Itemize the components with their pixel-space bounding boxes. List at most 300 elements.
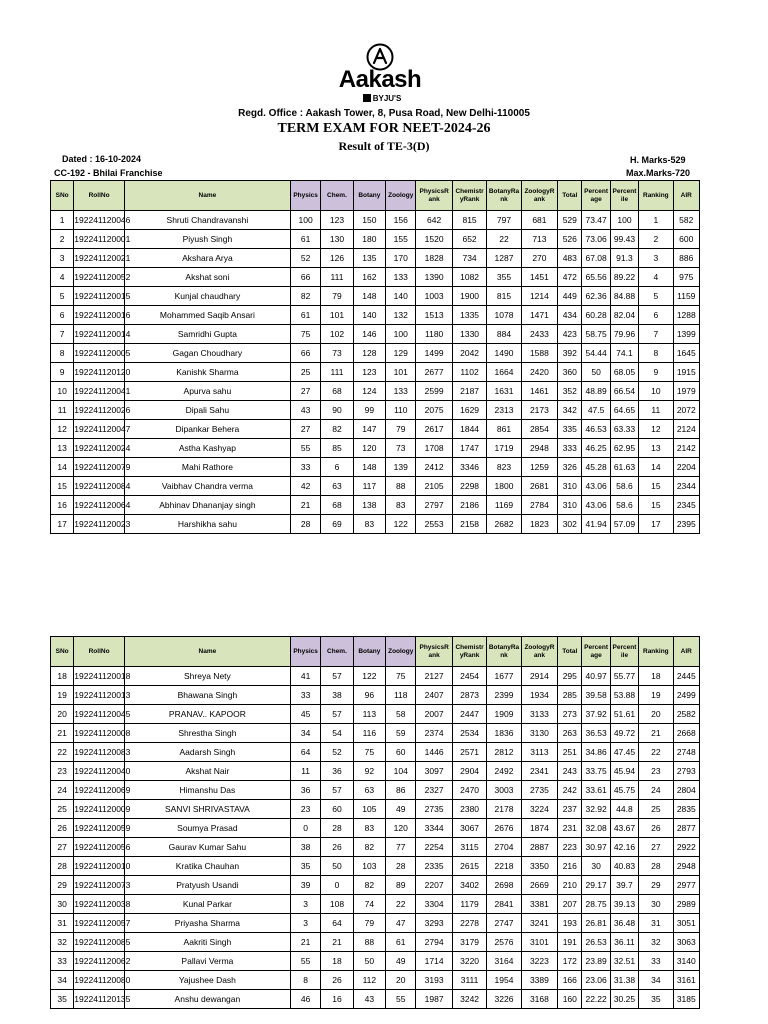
- cell-sno: 30: [51, 895, 74, 914]
- column-header-name: Name: [124, 181, 290, 211]
- cell-air: 2835: [673, 800, 699, 819]
- table-row: [51, 705, 700, 724]
- cell-roll-no: 192241120046: [74, 211, 125, 230]
- cell-botany-rank: 1287: [487, 249, 521, 268]
- cell-percentage: 30.97: [582, 838, 610, 857]
- cell-sno: 14: [51, 458, 74, 477]
- cell-zoology-rank: 1874: [521, 819, 557, 838]
- cell-zoology-rank: 2341: [521, 762, 557, 781]
- cell-total: 166: [558, 971, 582, 990]
- cell-botany: 82: [353, 838, 385, 857]
- cell-name: Aadarsh Singh: [124, 743, 290, 762]
- cell-chemistry-rank: 1844: [452, 420, 486, 439]
- table-row: [51, 363, 700, 382]
- cell-physics: 66: [290, 268, 320, 287]
- cell-roll-no: 192241120064: [74, 496, 125, 515]
- cell-botany-rank: 1169: [487, 496, 521, 515]
- cell-zoology-rank: 3224: [521, 800, 557, 819]
- cell-botany-rank: 1677: [487, 667, 521, 686]
- cell-name: Abhinav Dhananjay singh: [124, 496, 290, 515]
- cell-roll-no: 192241120016: [74, 306, 125, 325]
- cell-percentage: 29.17: [582, 876, 610, 895]
- cell-botany-rank: 22: [487, 230, 521, 249]
- cell-roll-no: 192241120015: [74, 287, 125, 306]
- cell-physics: 11: [290, 762, 320, 781]
- cell-percentage: 22.22: [582, 990, 610, 1009]
- column-header-physics: Physics: [290, 181, 320, 211]
- cell-total: 310: [558, 477, 582, 496]
- cell-chemistry-rank: 3220: [452, 952, 486, 971]
- cell-total: 210: [558, 876, 582, 895]
- cell-air: 2124: [673, 420, 699, 439]
- cell-ranking: 7: [639, 325, 673, 344]
- cell-botany-rank: 823: [487, 458, 521, 477]
- cell-physics: 35: [290, 857, 320, 876]
- cell-total: 302: [558, 515, 582, 534]
- cell-zoology-rank: 1934: [521, 686, 557, 705]
- cell-chemistry-rank: 2042: [452, 344, 486, 363]
- cell-roll-no: 192241120018: [74, 667, 125, 686]
- cell-chem: 57: [321, 781, 353, 800]
- column-header-total: Total: [558, 637, 582, 667]
- cell-chem: 6: [321, 458, 353, 477]
- cell-botany-rank: 1800: [487, 477, 521, 496]
- table-row: [51, 876, 700, 895]
- cell-ranking: 13: [639, 439, 673, 458]
- table-row: [51, 762, 700, 781]
- cell-zoology: 118: [386, 686, 416, 705]
- cell-chemistry-rank: 3067: [452, 819, 486, 838]
- column-header-sno: SNo: [51, 637, 74, 667]
- cell-percentile: 45.75: [610, 781, 638, 800]
- cell-ranking: 22: [639, 743, 673, 762]
- cell-name: Bhawana Singh: [124, 686, 290, 705]
- cell-roll-no: 192241120010: [74, 857, 125, 876]
- cell-air: 1399: [673, 325, 699, 344]
- cell-botany: 112: [353, 971, 385, 990]
- cell-botany-rank: 2492: [487, 762, 521, 781]
- cell-sno: 17: [51, 515, 74, 534]
- cell-physics-rank: 2254: [416, 838, 452, 857]
- cell-air: 975: [673, 268, 699, 287]
- exam-title: TERM EXAM FOR NEET-2024-26: [277, 121, 491, 136]
- cell-ranking: 15: [639, 477, 673, 496]
- cell-percentile: 44.8: [610, 800, 638, 819]
- cell-roll-no: 192241120024: [74, 439, 125, 458]
- cell-chemistry-rank: 1330: [452, 325, 486, 344]
- cell-air: 2142: [673, 439, 699, 458]
- cell-total: 342: [558, 401, 582, 420]
- cell-percentile: 53.88: [610, 686, 638, 705]
- cell-physics: 82: [290, 287, 320, 306]
- cell-physics-rank: 1390: [416, 268, 452, 287]
- cell-chem: 18: [321, 952, 353, 971]
- cell-zoology: 59: [386, 724, 416, 743]
- cell-percentage: 39.58: [582, 686, 610, 705]
- cell-roll-no: 192241120062: [74, 952, 125, 971]
- cell-physics: 45: [290, 705, 320, 724]
- cell-ranking: 18: [639, 667, 673, 686]
- cell-percentile: 58.6: [610, 496, 638, 515]
- cell-percentage: 37.92: [582, 705, 610, 724]
- cell-zoology-rank: 2669: [521, 876, 557, 895]
- cell-percentage: 33.61: [582, 781, 610, 800]
- cell-roll-no: 192241120014: [74, 325, 125, 344]
- cell-chem: 123: [321, 211, 353, 230]
- cell-chem: 102: [321, 325, 353, 344]
- table-row: [51, 800, 700, 819]
- cell-total: 392: [558, 344, 582, 363]
- cell-sno: 28: [51, 857, 74, 876]
- cell-name: Aakriti Singh: [124, 933, 290, 952]
- column-header-zoology-rank: ZoologyR ank: [521, 637, 557, 667]
- cell-sno: 15: [51, 477, 74, 496]
- cell-roll-no: 192241120045: [74, 705, 125, 724]
- table-row: [51, 933, 700, 952]
- cell-botany-rank: 2676: [487, 819, 521, 838]
- table-row: [51, 420, 700, 439]
- cell-botany: 74: [353, 895, 385, 914]
- cell-chem: 36: [321, 762, 353, 781]
- cell-sno: 19: [51, 686, 74, 705]
- cell-zoology-rank: 681: [521, 211, 557, 230]
- cell-botany: 103: [353, 857, 385, 876]
- cell-physics-rank: 2327: [416, 781, 452, 800]
- cell-air: 2793: [673, 762, 699, 781]
- cell-air: 600: [673, 230, 699, 249]
- cell-ranking: 17: [639, 515, 673, 534]
- cell-zoology: 28: [386, 857, 416, 876]
- cell-name: Dipankar Behera: [124, 420, 290, 439]
- cell-name: Vaibhav Chandra verma: [124, 477, 290, 496]
- cell-zoology: 77: [386, 838, 416, 857]
- cell-botany-rank: 2576: [487, 933, 521, 952]
- cell-chem: 111: [321, 268, 353, 287]
- cell-air: 1915: [673, 363, 699, 382]
- cell-physics-rank: 1714: [416, 952, 452, 971]
- cell-ranking: 1: [639, 211, 673, 230]
- cell-total: 191: [558, 933, 582, 952]
- cell-air: 1645: [673, 344, 699, 363]
- cell-name: Kanishk Sharma: [124, 363, 290, 382]
- cell-physics: 42: [290, 477, 320, 496]
- cell-physics-rank: 1708: [416, 439, 452, 458]
- cell-ranking: 26: [639, 819, 673, 838]
- column-header-roll-no: RollNo: [74, 637, 125, 667]
- cell-air: 2977: [673, 876, 699, 895]
- cell-chemistry-rank: 2904: [452, 762, 486, 781]
- cell-physics-rank: 1003: [416, 287, 452, 306]
- cell-total: 193: [558, 914, 582, 933]
- cell-total: 483: [558, 249, 582, 268]
- cell-ranking: 10: [639, 382, 673, 401]
- cell-chemistry-rank: 2380: [452, 800, 486, 819]
- cell-total: 160: [558, 990, 582, 1009]
- cell-total: 423: [558, 325, 582, 344]
- cell-physics: 3: [290, 914, 320, 933]
- cell-zoology-rank: 3389: [521, 971, 557, 990]
- cell-percentile: 39.13: [610, 895, 638, 914]
- cell-roll-no: 192241120052: [74, 268, 125, 287]
- cell-air: 2804: [673, 781, 699, 800]
- cell-botany: 162: [353, 268, 385, 287]
- cell-chem: 28: [321, 819, 353, 838]
- cell-chemistry-rank: 3111: [452, 971, 486, 990]
- cell-physics: 3: [290, 895, 320, 914]
- cell-percentage: 34.86: [582, 743, 610, 762]
- cell-zoology: 133: [386, 268, 416, 287]
- cell-botany: 135: [353, 249, 385, 268]
- cell-botany: 128: [353, 344, 385, 363]
- column-header-ranking: Ranking: [639, 637, 673, 667]
- cell-physics: 34: [290, 724, 320, 743]
- cell-percentile: 36.11: [610, 933, 638, 952]
- cell-zoology: 79: [386, 420, 416, 439]
- cell-air: 2877: [673, 819, 699, 838]
- cell-chemistry-rank: 652: [452, 230, 486, 249]
- cell-percentile: 49.72: [610, 724, 638, 743]
- column-header-air: AIR: [673, 181, 699, 211]
- table-row: [51, 230, 700, 249]
- cell-sno: 24: [51, 781, 74, 800]
- column-header-sno: SNo: [51, 181, 74, 211]
- column-header-roll-no: RollNo: [74, 181, 125, 211]
- cell-botany: 147: [353, 420, 385, 439]
- cell-botany: 88: [353, 933, 385, 952]
- cell-name: SANVI SHRIVASTAVA: [124, 800, 290, 819]
- cell-sno: 8: [51, 344, 74, 363]
- cell-total: 434: [558, 306, 582, 325]
- cell-zoology: 140: [386, 287, 416, 306]
- cell-name: Harshikha sahu: [124, 515, 290, 534]
- cell-botany-rank: 884: [487, 325, 521, 344]
- column-header-botany-rank: BotanyRa nk: [487, 181, 521, 211]
- cell-total: 529: [558, 211, 582, 230]
- cell-botany: 83: [353, 515, 385, 534]
- cell-zoology: 60: [386, 743, 416, 762]
- cell-physics-rank: 2553: [416, 515, 452, 534]
- cell-total: 295: [558, 667, 582, 686]
- cell-zoology: 22: [386, 895, 416, 914]
- cell-roll-no: 192241120084: [74, 477, 125, 496]
- cell-zoology-rank: 1588: [521, 344, 557, 363]
- cell-percentage: 40.97: [582, 667, 610, 686]
- cell-chem: 54: [321, 724, 353, 743]
- cell-percentile: 30.25: [610, 990, 638, 1009]
- cell-air: 2948: [673, 857, 699, 876]
- cell-chemistry-rank: 1335: [452, 306, 486, 325]
- cell-zoology-rank: 1471: [521, 306, 557, 325]
- cell-percentage: 43.06: [582, 496, 610, 515]
- column-header-total: Total: [558, 181, 582, 211]
- cell-zoology: 132: [386, 306, 416, 325]
- cell-physics-rank: 2599: [416, 382, 452, 401]
- cell-name: PRANAV.. KAPOOR: [124, 705, 290, 724]
- table-row: [51, 743, 700, 762]
- cell-physics: 36: [290, 781, 320, 800]
- cell-zoology: 129: [386, 344, 416, 363]
- cell-total: 251: [558, 743, 582, 762]
- table-row: [51, 857, 700, 876]
- cell-zoology: 75: [386, 667, 416, 686]
- cell-name: Shreya Nety: [124, 667, 290, 686]
- cell-zoology: 122: [386, 515, 416, 534]
- cell-roll-no: 192241120009: [74, 800, 125, 819]
- table-row: [51, 724, 700, 743]
- cell-zoology-rank: 2681: [521, 477, 557, 496]
- cell-sno: 16: [51, 496, 74, 515]
- column-header-botany: Botany: [353, 181, 385, 211]
- cell-zoology-rank: 2784: [521, 496, 557, 515]
- cell-zoology-rank: 2173: [521, 401, 557, 420]
- cell-zoology: 156: [386, 211, 416, 230]
- cell-botany: 99: [353, 401, 385, 420]
- cell-zoology: 155: [386, 230, 416, 249]
- cell-percentage: 73.06: [582, 230, 610, 249]
- cell-ranking: 34: [639, 971, 673, 990]
- cell-chemistry-rank: 2571: [452, 743, 486, 762]
- cell-total: 333: [558, 439, 582, 458]
- cell-botany-rank: 1719: [487, 439, 521, 458]
- cell-air: 2395: [673, 515, 699, 534]
- cell-name: Akshat soni: [124, 268, 290, 287]
- cell-chem: 38: [321, 686, 353, 705]
- cell-percentile: 61.63: [610, 458, 638, 477]
- cell-chemistry-rank: 2447: [452, 705, 486, 724]
- cell-total: 207: [558, 895, 582, 914]
- cell-roll-no: 192241120005: [74, 344, 125, 363]
- cell-zoology-rank: 3113: [521, 743, 557, 762]
- cell-percentage: 46.53: [582, 420, 610, 439]
- cell-physics-rank: 2677: [416, 363, 452, 382]
- cell-zoology: 89: [386, 876, 416, 895]
- cell-roll-no: 192241120057: [74, 914, 125, 933]
- cell-roll-no: 192241120083: [74, 743, 125, 762]
- column-header-percentile: Percent ile: [610, 637, 638, 667]
- table-row: [51, 268, 700, 287]
- cell-botany: 180: [353, 230, 385, 249]
- cell-botany-rank: 1631: [487, 382, 521, 401]
- cell-percentile: 58.6: [610, 477, 638, 496]
- cell-physics-rank: 1513: [416, 306, 452, 325]
- cell-percentage: 26.81: [582, 914, 610, 933]
- cell-air: 2344: [673, 477, 699, 496]
- cell-botany: 75: [353, 743, 385, 762]
- cell-zoology-rank: 3101: [521, 933, 557, 952]
- cell-chem: 90: [321, 401, 353, 420]
- cell-ranking: 30: [639, 895, 673, 914]
- cell-physics: 27: [290, 382, 320, 401]
- cell-zoology-rank: 270: [521, 249, 557, 268]
- cell-botany-rank: 3226: [487, 990, 521, 1009]
- cell-chem: 69: [321, 515, 353, 534]
- cell-physics-rank: 1987: [416, 990, 452, 1009]
- cell-chem: 73: [321, 344, 353, 363]
- cell-zoology: 58: [386, 705, 416, 724]
- cell-zoology: 120: [386, 819, 416, 838]
- cell-chemistry-rank: 2470: [452, 781, 486, 800]
- cell-percentage: 30: [582, 857, 610, 876]
- cell-ranking: 27: [639, 838, 673, 857]
- cell-name: Himanshu Das: [124, 781, 290, 800]
- cell-zoology: 49: [386, 952, 416, 971]
- cell-total: 472: [558, 268, 582, 287]
- cell-zoology-rank: 2948: [521, 439, 557, 458]
- cell-percentage: 32.92: [582, 800, 610, 819]
- cell-botany-rank: 1490: [487, 344, 521, 363]
- cell-zoology-rank: 2735: [521, 781, 557, 800]
- cell-chemistry-rank: 815: [452, 211, 486, 230]
- cell-air: 2499: [673, 686, 699, 705]
- cell-chem: 85: [321, 439, 353, 458]
- cell-sno: 1: [51, 211, 74, 230]
- cell-air: 2072: [673, 401, 699, 420]
- cell-zoology: 83: [386, 496, 416, 515]
- cell-chemistry-rank: 734: [452, 249, 486, 268]
- cell-name: Shrestha Singh: [124, 724, 290, 743]
- column-header-air: AIR: [673, 637, 699, 667]
- cell-botany-rank: 2682: [487, 515, 521, 534]
- table-row: [51, 382, 700, 401]
- cell-zoology: 139: [386, 458, 416, 477]
- cell-sno: 11: [51, 401, 74, 420]
- cell-botany-rank: 3164: [487, 952, 521, 971]
- cell-chemistry-rank: 2158: [452, 515, 486, 534]
- cell-chemistry-rank: 1900: [452, 287, 486, 306]
- cell-name: Priyasha Sharma: [124, 914, 290, 933]
- cell-air: 886: [673, 249, 699, 268]
- cell-name: Samridhi Gupta: [124, 325, 290, 344]
- cell-percentile: 55.77: [610, 667, 638, 686]
- cell-physics-rank: 2374: [416, 724, 452, 743]
- cell-percentile: 82.04: [610, 306, 638, 325]
- table-row: [51, 895, 700, 914]
- highest-marks: H. Marks-529: [630, 155, 686, 165]
- cell-percentile: 84.88: [610, 287, 638, 306]
- cell-botany: 148: [353, 458, 385, 477]
- cell-percentile: 89.22: [610, 268, 638, 287]
- cell-botany-rank: 797: [487, 211, 521, 230]
- cell-sno: 7: [51, 325, 74, 344]
- cell-botany: 83: [353, 819, 385, 838]
- table-row: [51, 211, 700, 230]
- cell-botany: 140: [353, 306, 385, 325]
- column-header-zoology-rank: ZoologyR ank: [521, 181, 557, 211]
- cell-ranking: 14: [639, 458, 673, 477]
- cell-sno: 32: [51, 933, 74, 952]
- cell-physics: 0: [290, 819, 320, 838]
- cell-zoology: 133: [386, 382, 416, 401]
- cell-sno: 4: [51, 268, 74, 287]
- cell-chem: 52: [321, 743, 353, 762]
- cell-botany-rank: 2698: [487, 876, 521, 895]
- cell-chemistry-rank: 2873: [452, 686, 486, 705]
- cell-botany: 116: [353, 724, 385, 743]
- cell-sno: 9: [51, 363, 74, 382]
- cell-percentile: 40.83: [610, 857, 638, 876]
- table-row: [51, 325, 700, 344]
- cell-name: Pratyush Usandi: [124, 876, 290, 895]
- cell-roll-no: 192241120069: [74, 781, 125, 800]
- cell-zoology: 104: [386, 762, 416, 781]
- cell-air: 2748: [673, 743, 699, 762]
- cell-ranking: 32: [639, 933, 673, 952]
- cell-total: 273: [558, 705, 582, 724]
- cell-botany: 105: [353, 800, 385, 819]
- cell-chem: 26: [321, 838, 353, 857]
- cell-physics: 61: [290, 306, 320, 325]
- cell-roll-no: 192241120073: [74, 876, 125, 895]
